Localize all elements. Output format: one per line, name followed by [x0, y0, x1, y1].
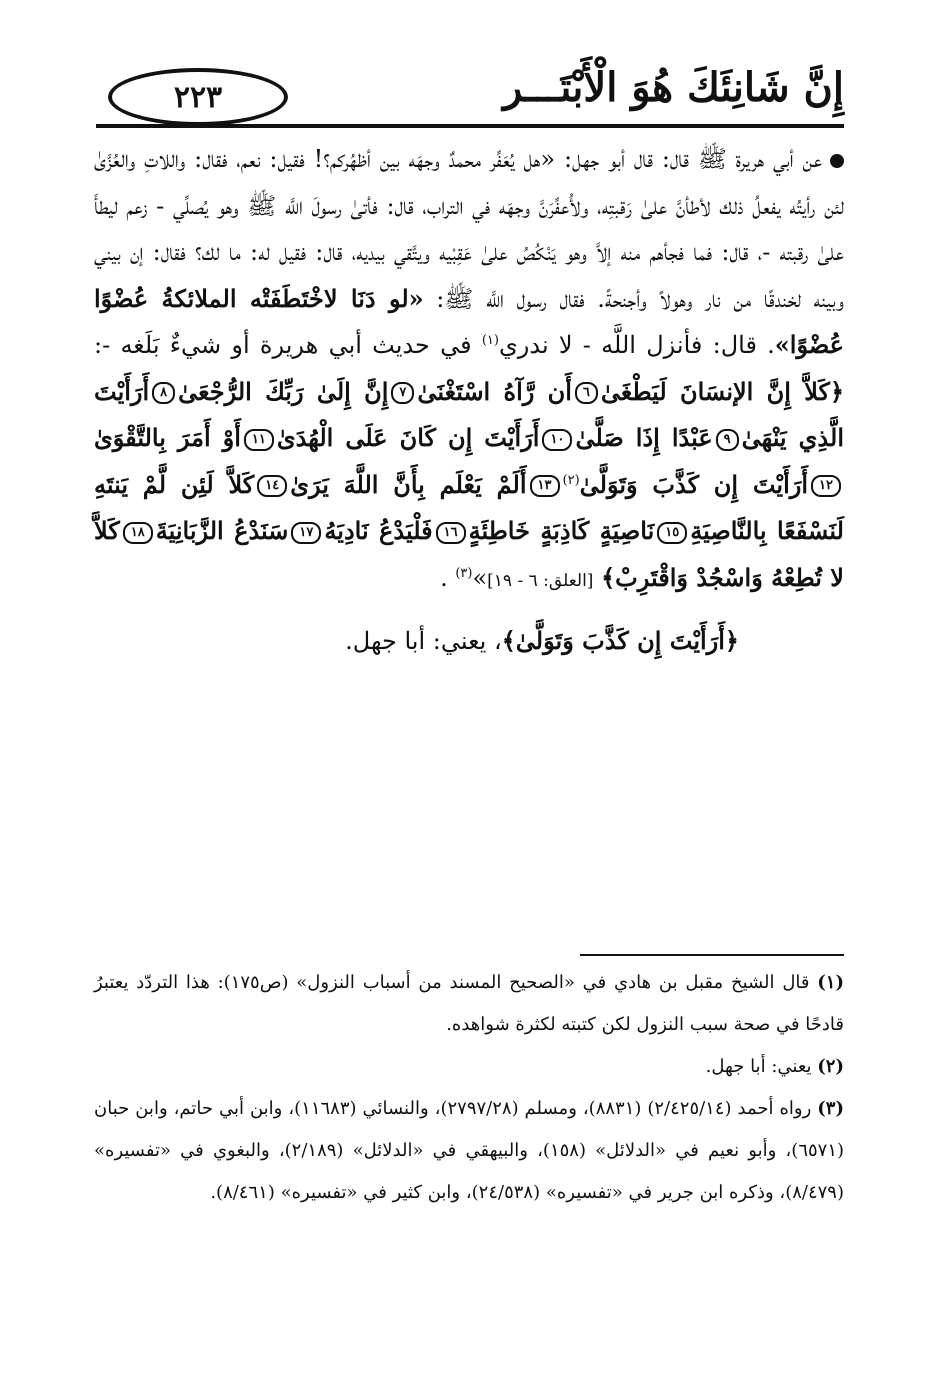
text-run: فقيل: نعم، فقال: واللاتِ والعُزَّىٰ لئن رأيتُه يفعلُ ذلك لأطأنَّ علىٰ رَقبتِه، ولأُعفِّرَنَّ وجهَه في التراب، قال: فأتىٰ رسولَ اللَّه ﷺ وهو يُصلِّي - زعم ليطأَ علىٰ رقبته -، قال: فما فجأهم منه إلاَّ وهو يَنْكُصُ علىٰ عَقِبْيه ويتَّقي بيديه، قال: فقيل له: ما لك؟ فقال: إن بيني وبينه لخندقًا من نار وهولاً وأجنحةً. فقال رسول اللَّه ﷺ:	[94, 145, 845, 313]
text-run: .	[440, 563, 456, 592]
ayah-number: ١١	[244, 429, 274, 451]
ayah-number: ١٨	[123, 522, 153, 544]
footnote-number: (٣)	[817, 1098, 844, 1119]
quran-verse: أَرَأَيْتَ إِن كَانَ عَلَى الْهُدَىٰ	[276, 423, 540, 452]
quran-verse: أَن رَّآهُ اسْتَغْنَىٰ	[417, 376, 572, 406]
quran-verse: فَلْيَدْعُ نَادِيَهُ	[324, 516, 433, 545]
ayah-number: ١٤	[257, 475, 287, 497]
text-run: ، يعني: أبا جهل.	[345, 627, 502, 655]
footnote-1	[94, 962, 844, 1046]
quran-bracket-close: ﴾	[601, 562, 616, 592]
quote-text: «هل يُعَفِّر محمدٌ وجهَه بين أظهُركم؟!	[313, 145, 556, 173]
footnote-marker: (٢)	[562, 472, 580, 488]
ayah-number: ١٥	[657, 522, 687, 544]
verse-reference: [العلق: ٦ - ١٩]	[487, 570, 594, 591]
hadith-quote: «لو دَنَا لاخْتَطَفَتْه الملائكةُ عُضْوًا عُضْوًا»	[94, 283, 844, 359]
quran-verse: أَرَأَيْتَ إِن كَذَّبَ وَتَوَلَّىٰ	[579, 469, 809, 499]
ayah-number: ٨	[152, 382, 175, 404]
footnote-separator	[580, 954, 844, 956]
ayah-number: ١٢	[811, 475, 841, 497]
main-text	[94, 136, 844, 665]
quran-verse: كَلاَّ لا تُطِعْهُ وَاسْجُدْ وَاقْتَرِبْ	[94, 516, 844, 592]
ayah-number: ١٦	[436, 522, 466, 544]
text-run: . قال: فأنزل اللَّه - لا ندري	[498, 331, 775, 359]
page-number: ٢٢٣	[108, 68, 288, 126]
text-run: في حديث أبي هريرة أو شيءٌ بَلَغه -:	[94, 331, 482, 359]
ayah-number: ١٠	[542, 429, 572, 451]
quran-verse: كَلاَّ إِنَّ الإنسَانَ لَيَطْغَىٰ	[600, 376, 830, 406]
header-rule	[96, 124, 844, 128]
ayah-number: ٩	[716, 429, 739, 451]
quran-verse: أَرَأَيْتَ الَّذِي يَنْهَىٰ	[94, 376, 844, 452]
footnote-marker: (٣)	[455, 565, 473, 581]
footnotes	[94, 962, 844, 1214]
ayah-number: ٦	[575, 382, 598, 404]
quran-verse: عَبْدًا إِذَا صَلَّىٰ	[575, 423, 713, 452]
ayah-number: ١٣	[530, 475, 560, 497]
quran-verse: نَاصِيَةٍ كَاذِبَةٍ خَاطِئَةٍ	[468, 516, 655, 545]
quran-bracket-open: ﴿	[829, 376, 844, 406]
footnote-number: (٢)	[817, 1056, 844, 1077]
quran-verse: إِنَّ إِلَىٰ رَبِّكَ الرُّجْعَىٰ	[178, 376, 389, 406]
quran-quote: ﴿أَرَأَيْتَ إِن كَذَّبَ وَتَوَلَّىٰ﴾	[501, 626, 739, 655]
quran-verse: أَلَمْ يَعْلَم بِأَنَّ اللَّهَ يَرَىٰ	[290, 469, 527, 499]
quran-verse: سَنَدْعُ الزَّبَانِيَةَ	[155, 516, 289, 545]
ayah-number: ١٧	[291, 522, 321, 544]
text-run: عن أبي هريرة ﷺ قال: قال أبو جهل:	[555, 145, 823, 173]
quran-verse: كَلاَّ لَئِن لَّمْ يَنتَهِ لَنَسْفَعًا بِالنَّاصِيَةِ	[94, 469, 844, 545]
footnote-marker: (١)	[481, 333, 499, 348]
footnote-2	[94, 1046, 844, 1088]
running-title: إِنَّ شَانِئَكَ هُوَ الْأَبْتَـــر	[503, 64, 844, 111]
ayah-number: ٧	[391, 382, 414, 404]
footnote-text: يعني: أبا جهل.	[705, 1056, 812, 1077]
footnote-text: قال الشيخ مقبل بن هادي في «الصحيح المسند من أسباب النزول» (ص١٧٥): هذا التردّد يعتبرُ قادحًا في صحة سبب النزول لكن كتبته لكثرة شواهده.	[94, 972, 844, 1035]
quran-verse: أَوْ أَمَرَ بِالتَّقْوَىٰ	[94, 423, 241, 452]
quote-close: »	[472, 563, 488, 592]
hadith-paragraph	[94, 136, 844, 604]
footnote-3	[94, 1088, 844, 1214]
ayah-commentary	[94, 618, 844, 665]
footnote-number: (١)	[817, 972, 844, 993]
page-header	[96, 52, 844, 130]
footnote-text: رواه أحمد (٢/٤٢٥/١٤) (٨٨٣١)، ومسلم (٢٧٩٧/٢٨)، والنسائي (١١٦٨٣)، وابن أبي حاتم، وابن حبان (٦٥٧١)، وأبو نعيم في «الدلائل» (١٥٨)، والبيهقي في «الدلائل» (٢/١٨٩)، والبغوي في «تفسيره» (٨/٤٧٩)، وذكره ابن جرير في «تفسيره» (٢٤/٥٣٨)، وابن كثير في «تفسيره» (٨/٤٦١).	[94, 1098, 845, 1203]
bullet-icon	[830, 154, 844, 168]
